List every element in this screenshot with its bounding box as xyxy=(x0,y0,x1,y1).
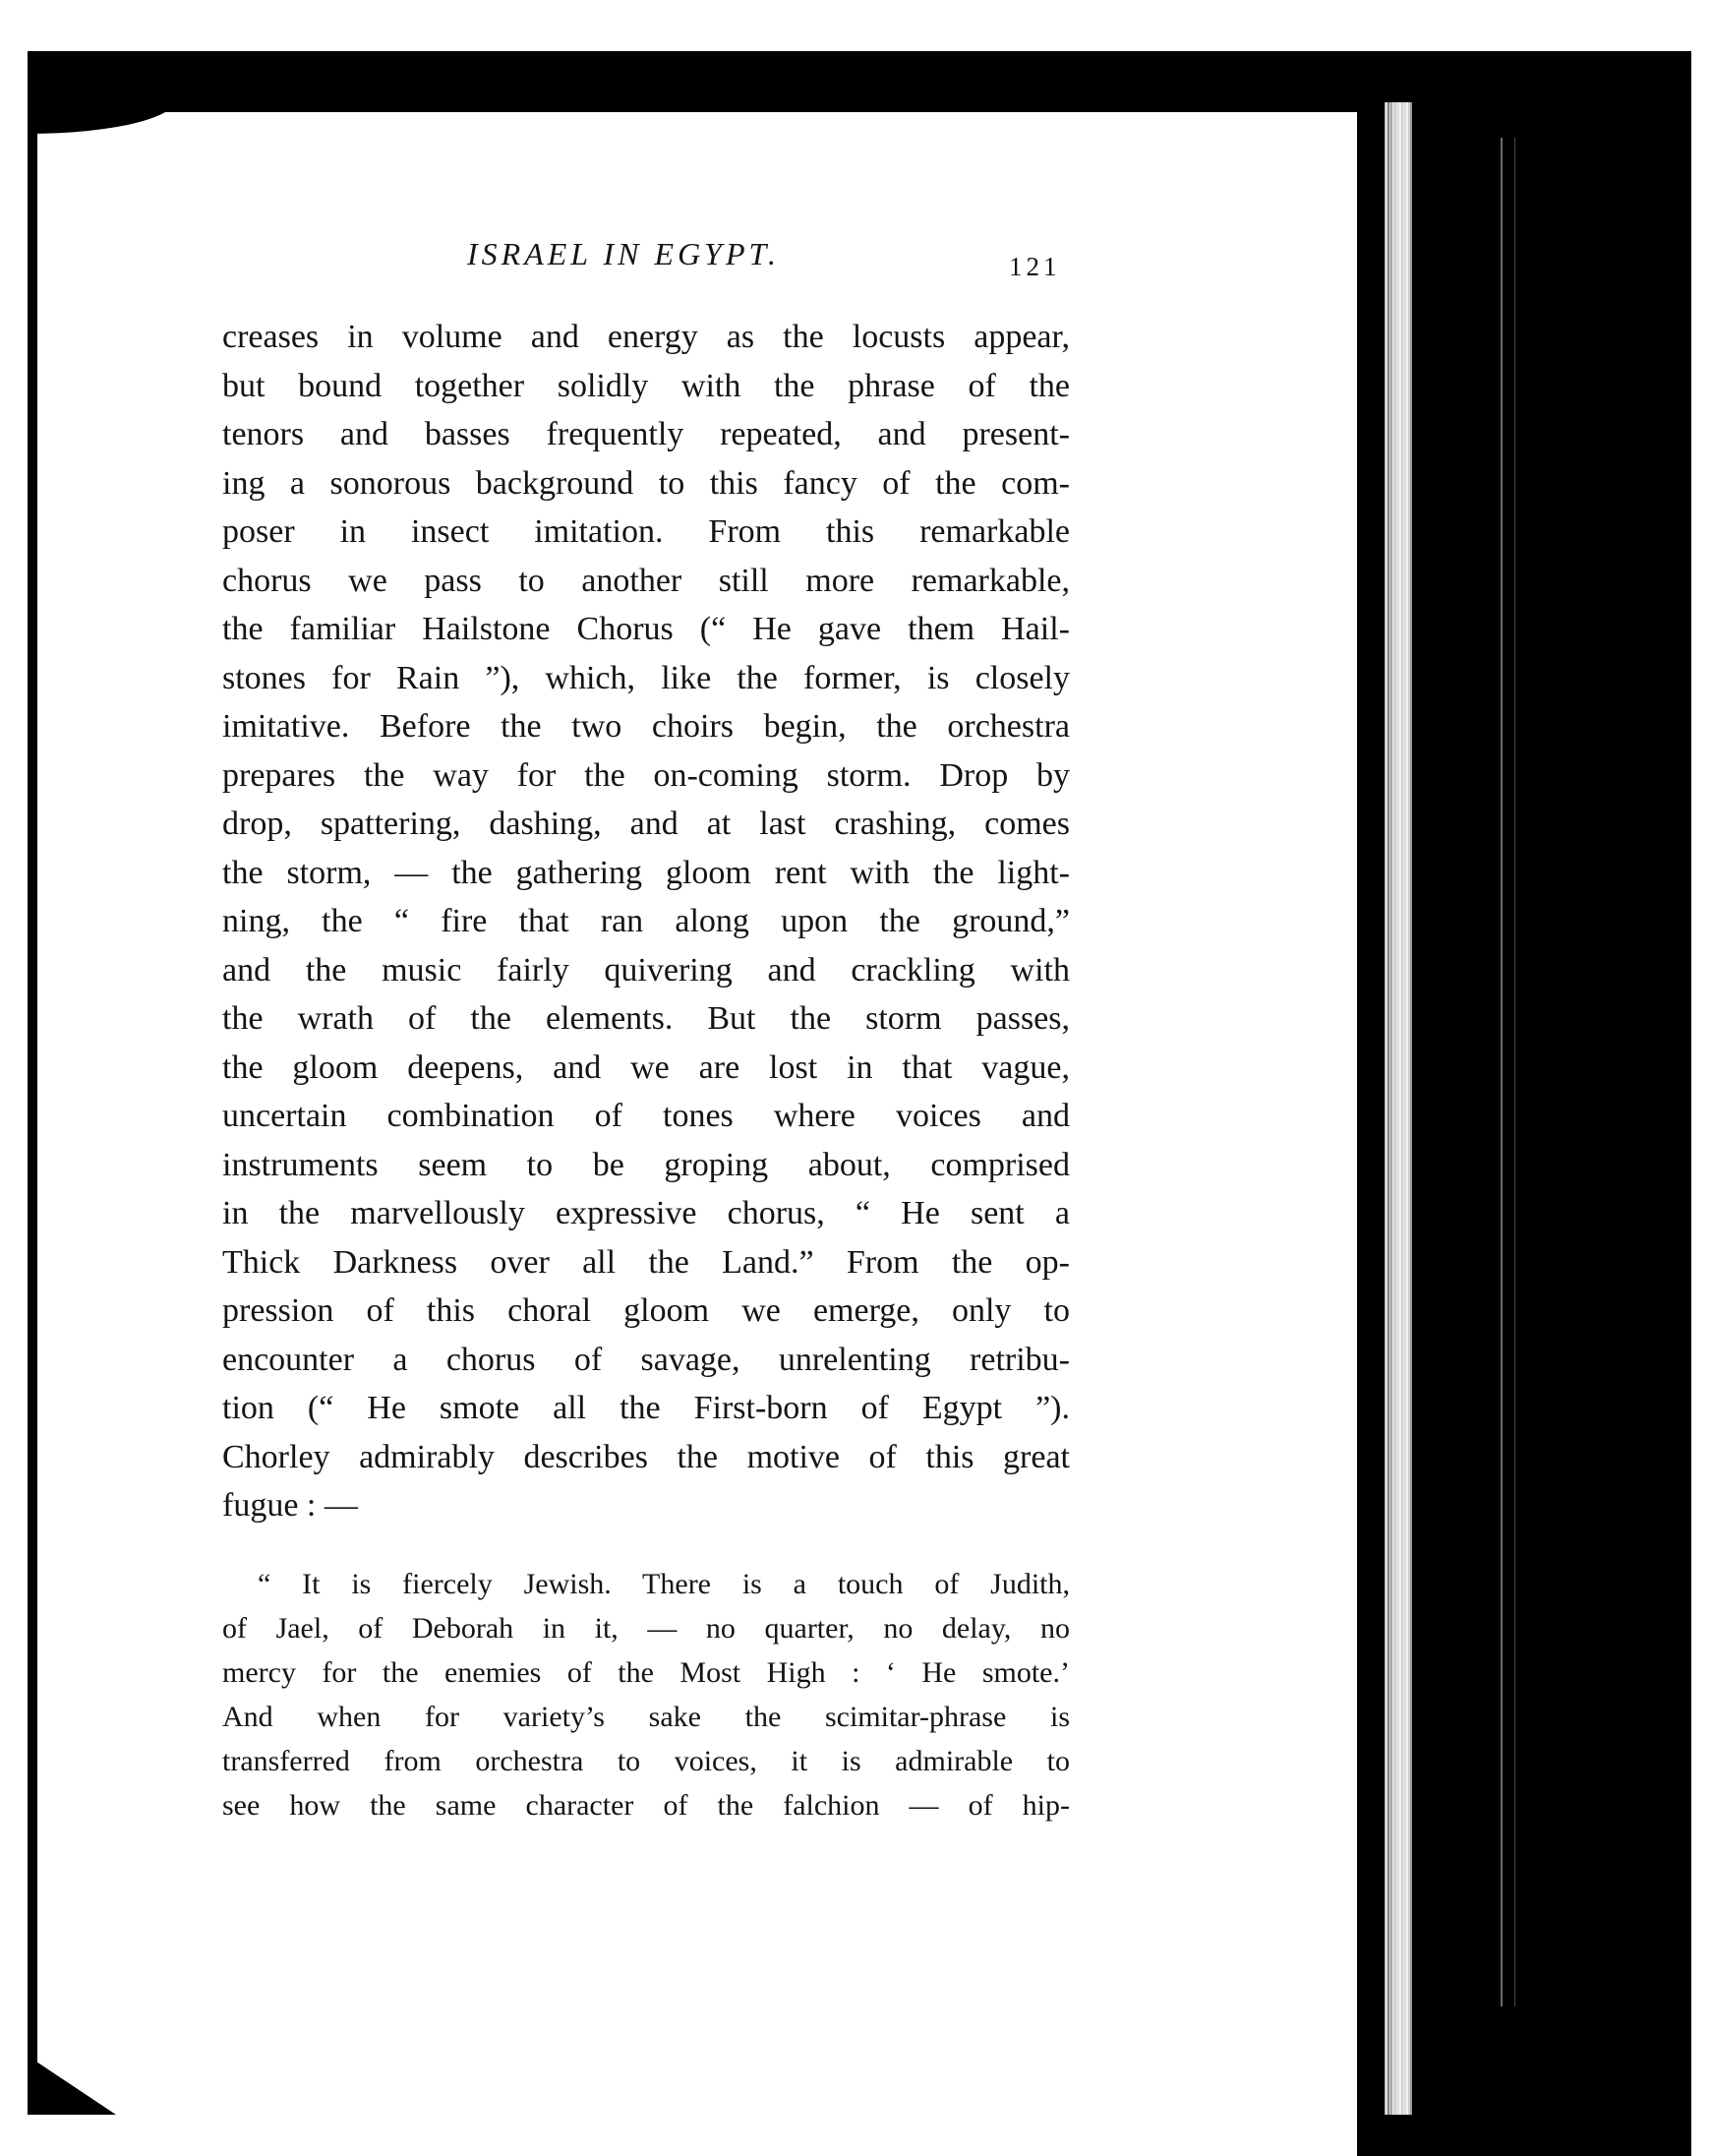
quote-line: see how the same character of the falchion — of hip- xyxy=(222,1789,1070,1822)
book-page-edge-highlight xyxy=(1394,102,1412,2148)
scan-corner-mark xyxy=(28,2056,116,2115)
scan-border-bottom xyxy=(1357,2115,1691,2150)
page-number: 121 xyxy=(1009,252,1061,281)
text-line: ing a sonorous background to this fancy of the com- xyxy=(222,464,1070,502)
text-line: imitative. Before the two choirs begin, the orchestra xyxy=(222,708,1070,745)
book-edge-line xyxy=(1501,138,1503,2006)
quote-line: mercy for the enemies of the Most High : ‘ He smote.’ xyxy=(222,1656,1070,1689)
text-line: tion (“ He smote all the First-born of Egypt ”). xyxy=(222,1390,1070,1426)
text-line: poser in insect imitation. From this remarkable xyxy=(222,513,1070,550)
text-line: fugue : — xyxy=(222,1487,358,1524)
text-line: encounter a chorus of savage, unrelenting retribu- xyxy=(222,1341,1070,1378)
text-line: the storm, — the gathering gloom rent with the light- xyxy=(222,854,1070,891)
text-line: and the music fairly quivering and crackling with xyxy=(222,951,1070,988)
quote-line: transferred from orchestra to voices, it is admirable to xyxy=(222,1745,1070,1777)
text-line: chorus we pass to another still more remarkable, xyxy=(222,562,1070,599)
scan-border-left xyxy=(28,51,37,2097)
text-line: drop, spattering, dashing, and at last crashing, comes xyxy=(222,806,1070,842)
text-line: but bound together solidly with the phrase of the xyxy=(222,367,1070,404)
quote-line: of Jael, of Deborah in it, — no quarter, no delay, no xyxy=(222,1612,1070,1645)
text-line: prepares the way for the on-coming storm. Drop by xyxy=(222,756,1070,794)
text-line: tenors and basses frequently repeated, and present- xyxy=(222,416,1070,452)
text-line: ning, the “ fire that ran along upon the ground,” xyxy=(222,903,1070,939)
block-quote xyxy=(222,1562,1070,1827)
text-line: instruments seem to be groping about, comprised xyxy=(222,1146,1070,1183)
book-edge-line xyxy=(1514,138,1515,2006)
text-line: Thick Darkness over all the Land.” From the op- xyxy=(222,1243,1070,1281)
text-line: uncertain combination of tones where voices and xyxy=(222,1098,1070,1134)
running-head: ISRAEL IN EGYPT. xyxy=(467,236,780,271)
text-line: the familiar Hailstone Chorus (“ He gave them Hail- xyxy=(222,611,1070,647)
text-line: in the marvellously expressive chorus, “ He sent a xyxy=(222,1195,1070,1231)
text-line: stones for Rain ”), which, like the former, is closely xyxy=(222,659,1070,696)
body-paragraph xyxy=(222,313,1070,1530)
quote-line: “ It is fiercely Jewish. There is a touch of Judith, xyxy=(258,1568,1070,1600)
text-line: creases in volume and energy as the locusts appear, xyxy=(222,319,1070,355)
quote-line: And when for variety’s sake the scimitar-phrase is xyxy=(222,1701,1070,1733)
text-line: Chorley admirably describes the motive of this great xyxy=(222,1438,1070,1475)
text-line: pression of this choral gloom we emerge, only to xyxy=(222,1292,1070,1329)
text-line: the gloom deepens, and we are lost in that vague, xyxy=(222,1048,1070,1086)
text-line: the wrath of the elements. But the storm passes, xyxy=(222,1000,1070,1037)
scan-border-curve xyxy=(30,98,177,134)
